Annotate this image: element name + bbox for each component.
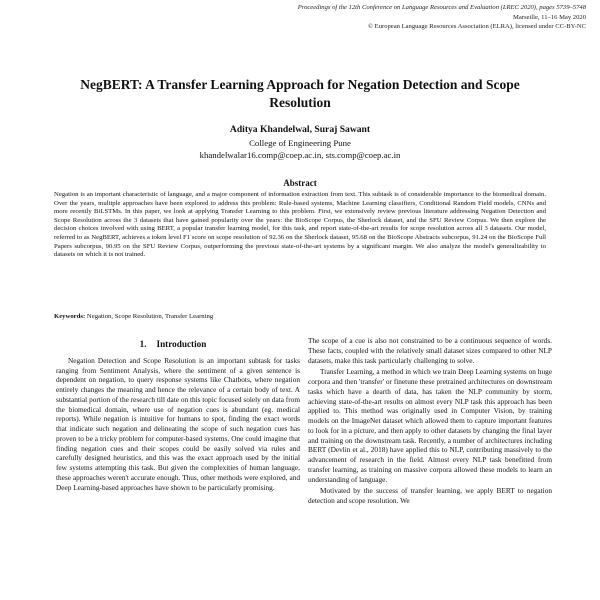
left-column xyxy=(56,336,300,494)
section-title: Introduction xyxy=(156,339,207,349)
author-block xyxy=(0,124,600,161)
paper-title: NegBERT: A Transfer Learning Approach for Negation Detection and Scope Resolution xyxy=(80,77,520,110)
section-heading-introduction xyxy=(56,340,300,350)
keywords-line xyxy=(54,313,546,322)
abstract-heading: Abstract xyxy=(283,178,317,188)
body-paragraph: Motivated by the success of transfer learning, we apply BERT to negation detection and scope resolution. We xyxy=(308,486,552,505)
intro-paragraph: Negation Detection and Scope Resolution is an important subtask for tasks ranging from Sentiment Analysis, where the sentiment of a given sentence is dependent on negation, to query response systems like Chatbots, where negation entirely changes the meaning and hence the relevance of a certain body of text. A substantial portion of the research till date on this topic focused solely on data from the biomedical domain, where use of negation cues is abundant (eg. medical reports). While negation is intuitive for humans to spot, finding the exact words that indicate such negation and delineating the scope of such negation cues has proven to be a tricky problem for computer-based systems. One could imagine that finding negation cues and their scopes could be easily solved via rules and carefully designed heuristics, and this was the exact approach used by the initial few systems attempting this task. But given the complexities of human language, these approaches weren't accurate enough. Thus, other methods were explored, and Deep Learning-based approaches have shown to be particularly promising. xyxy=(56,355,300,492)
venue-line: Proceedings of the 12th Conference on Language Resources and Evaluation (LREC 2020), pages 5739–5748 xyxy=(297,4,586,11)
section-number: 1. xyxy=(139,339,147,349)
author-affiliation: College of Engineering Pune xyxy=(249,138,351,148)
right-column xyxy=(308,336,552,508)
license-line: © European Language Resources Association (ELRA), licensed under CC-BY-NC xyxy=(368,23,586,31)
body-paragraph: Transfer Learning, a method in which we train Deep Learning systems on huge corpora and then 'transfer' or finetune these pretrained architectures on downstream tasks which have a dearth of data, has taken the NLP community by storm, achieving state-of-the-art results on almost every NLP task this approach has been applied to. This method was originally used in Computer Vision, by training models on the ImageNet dataset which allowed them to capture important features to look for in a picture, and then apply to other datasets by changing the final layer and training on the downstream task. Recently, a number of architectures including BERT (Devlin et al., 2018) have applied this to NLP, contributing massively to the advancement of research in the field. Almost every NLP task benefitted from transfer learning, as training on massive corpora allowed these models to learn an understanding of language. xyxy=(308,367,552,484)
author-emails: khandelwalar16.comp@coep.ac.in, sts.comp@coep.ac.in xyxy=(199,150,401,160)
proceedings-header xyxy=(0,3,586,32)
keywords-label: Keywords: xyxy=(54,313,86,320)
author-names: Aditya Khandelwal, Suraj Sawant xyxy=(229,124,371,135)
abstract-text: Negation is an important characteristic of language, and a major component of information extraction from text. This subtask is of considerable importance to the biomedical domain. Over the years, multiple approaches have been explored to address this problem: Rule-based systems, Machine Learning classifiers, Conditional Random Field models, CNNs and more recently BiLSTMs. In this paper, we look at applying Transfer Learning to this problem. First, we extensively review previous literature addressing Negation Detection and Scope Resolution across the 3 datasets that have gained popularity over the years: the BioScope Corpus, the Sherlock dataset, and the SFU Review Corpus. We then explore the decision choices involved with using BERT, a popular transfer learning model, for this task, and report state-of-the-art results for scope resolution across all 3 datasets. Our model, referred to as NegBERT, achieves a token level F1 score on scope resolution of 92.36 on the Sherlock dataset, 95.68 on the BioScope Abstracts subcorpus, 91.24 on the BioScope Full Papers subcorpus, 90.95 on the SFU Review Corpus, outperforming the previous state-of-the-art systems by a significant margin. We also analyze the model's generalizability to datasets on which it is not trained. xyxy=(54,191,546,259)
body-paragraph: The scope of a cue is also not constrained to be a continuous sequence of words. These facts, coupled with the relatively small dataset sizes compared to other NLP datasets, make this task particularly challenging to solve. xyxy=(308,336,552,365)
keywords-text: Negation, Scope Resolution, Transfer Learning xyxy=(85,313,214,320)
location-line: Marseille, 11–16 May 2020 xyxy=(512,13,586,21)
